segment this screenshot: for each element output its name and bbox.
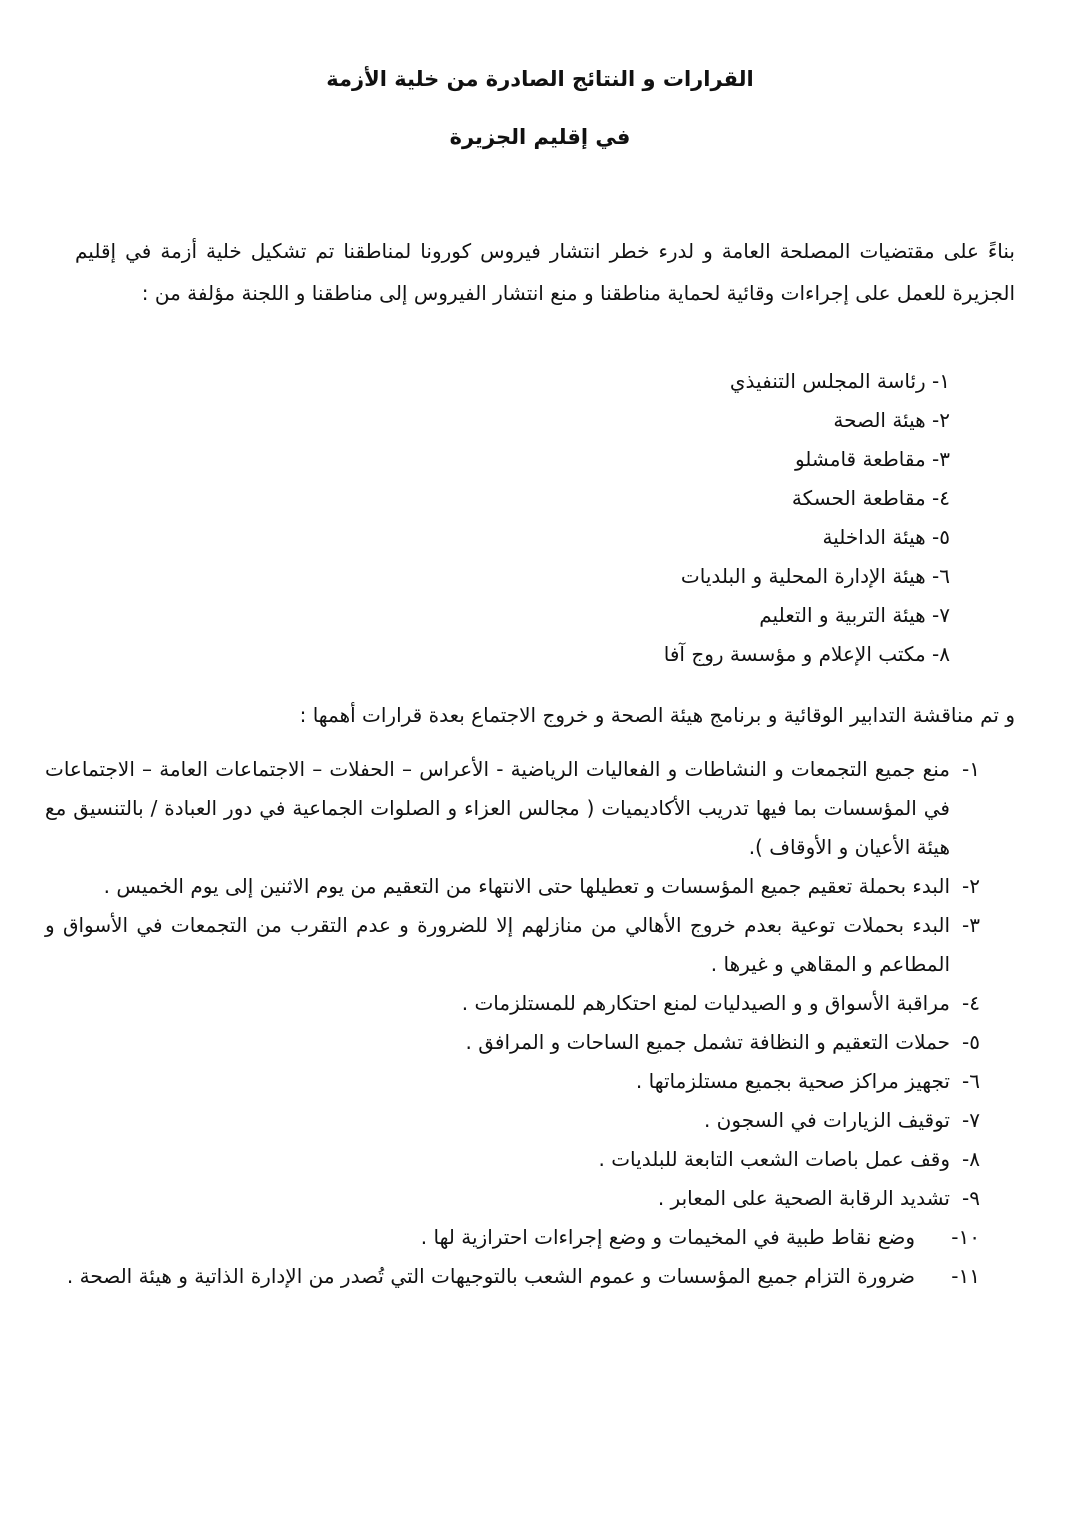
committee-members-list: [350, 362, 950, 674]
item-number: ١١-: [951, 1264, 980, 1288]
list-item: [45, 1101, 980, 1140]
item-number: ٥-: [962, 1030, 980, 1054]
list-item: [45, 906, 980, 984]
item-number: ٧-: [962, 1108, 980, 1132]
list-item: ٥- هيئة الداخلية: [822, 525, 950, 549]
document-subtitle: في إقليم الجزيرة: [449, 125, 631, 149]
item-number: ٢-: [962, 874, 980, 898]
list-item: [45, 1257, 980, 1296]
list-item: [45, 1179, 980, 1218]
intro-paragraph: بناءً على مقتضيات المصلحة العامة و لدرء خطر انتشار فيروس كورونا لمناطقنا تم تشكيل خلية أزمة في إقليم الجزيرة للعمل على إجراءات وقائية لحماية مناطقنا و منع انتشار الفيروس إلى مناطقنا و اللجنة مؤلفة من :: [75, 239, 1015, 305]
item-text: ضرورة التزام جميع المؤسسات و عموم الشعب بالتوجيهات التي تُصدر من الإدارة الذاتية و هيئة الصحة .: [66, 1264, 915, 1288]
list-item: ٧- هيئة التربية و التعليم: [759, 603, 950, 627]
item-text: البدء بحملات توعية بعدم خروج الأهالي من منازلهم إلا للضرورة و عدم التقرب من التجمعات في الأسواق و المطاعم و المقاهي و غيرها .: [45, 913, 950, 976]
item-number: ٤-: [962, 991, 980, 1015]
list-item: ٤- مقاطعة الحسكة: [791, 486, 950, 510]
item-text: وقف عمل باصات الشعب التابعة للبلديات .: [598, 1147, 950, 1171]
item-text: مراقبة الأسواق و و الصيدليات لمنع احتكارهم للمستلزمات .: [461, 991, 950, 1015]
item-number: ٣-: [962, 913, 980, 937]
list-item: ٨- مكتب الإعلام و مؤسسة روج آفا: [663, 642, 950, 666]
list-item: [45, 867, 980, 906]
list-item: [45, 1062, 980, 1101]
list-item: ٣- مقاطعة قامشلو: [794, 447, 950, 471]
item-number: ٩-: [962, 1186, 980, 1210]
item-text: البدء بحملة تعقيم جميع المؤسسات و تعطيلها حتى الانتهاء من التعقيم من يوم الاثنين إلى يوم الخميس .: [103, 874, 950, 898]
item-text: وضع نقاط طبية في المخيمات و وضع إجراءات احترازية لها .: [420, 1225, 915, 1249]
item-number: ٦-: [962, 1069, 980, 1093]
item-number: ١-: [962, 757, 980, 781]
list-item: [45, 1218, 980, 1257]
list-item: [45, 1140, 980, 1179]
item-text: توقيف الزيارات في السجون .: [703, 1108, 950, 1132]
decisions-list: [45, 750, 980, 1296]
list-item: [45, 1023, 980, 1062]
list-item: [45, 984, 980, 1023]
item-text: منع جميع التجمعات و النشاطات و الفعاليات الرياضية - الأعراس – الحفلات – الاجتماعات العامة – الاجتماعات في المؤسسات بما فيها تدريب الأكاديميات ( مجالس العزاء و الصلوات الجماعية في دور العبادة / بالتنسيق مع هيئة الأعيان و الأوقاف ).: [45, 757, 950, 859]
document-title: القرارات و النتائج الصادرة من خلية الأزمة: [326, 67, 754, 91]
item-number: ١٠-: [951, 1225, 980, 1249]
item-text: حملات التعقيم و النظافة تشمل جميع الساحات و المرافق .: [465, 1030, 950, 1054]
item-number: ٨-: [962, 1147, 980, 1171]
list-item: ٢- هيئة الصحة: [833, 408, 950, 432]
list-item: [45, 750, 980, 867]
list-item: ١- رئاسة المجلس التنفيذي: [729, 369, 950, 393]
list-item: ٦- هيئة الإدارة المحلية و البلديات: [680, 564, 950, 588]
item-text: تشديد الرقابة الصحية على المعابر .: [657, 1186, 950, 1210]
item-text: تجهيز مراكز صحية بجميع مستلزماتها .: [635, 1069, 950, 1093]
decisions-lead-paragraph: و تم مناقشة التدابير الوقائية و برنامج هيئة الصحة و خروج الاجتماع بعدة قرارات أهمها :: [299, 703, 1015, 727]
